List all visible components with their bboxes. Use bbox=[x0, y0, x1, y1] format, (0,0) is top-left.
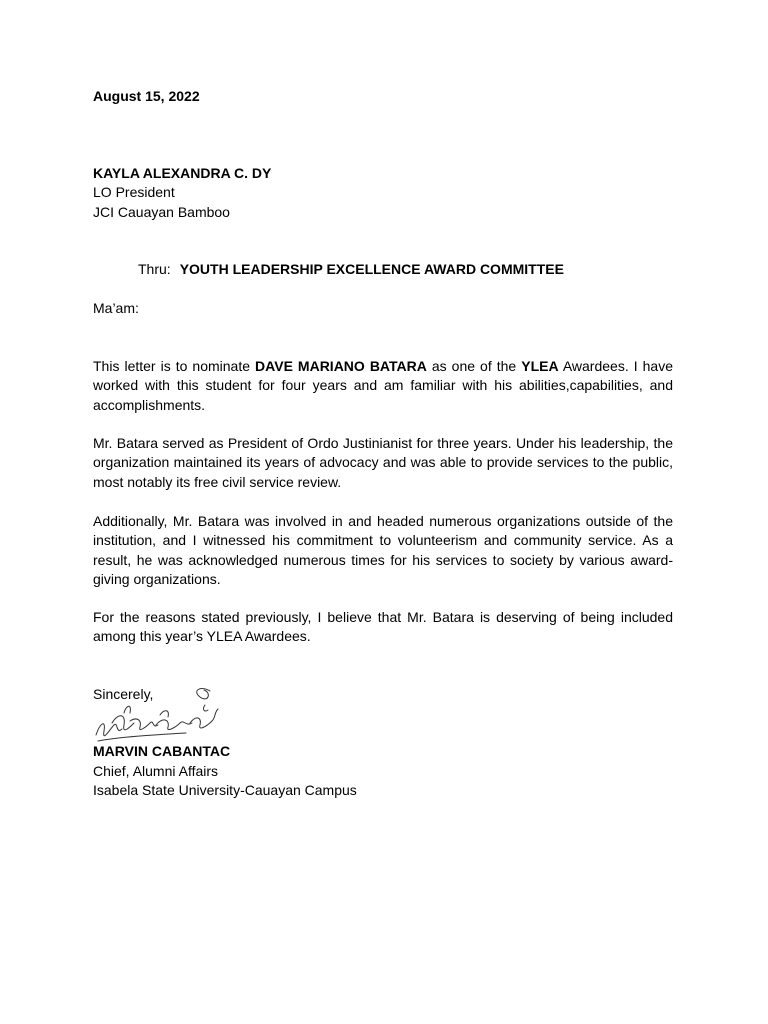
paragraph-involvement: Additionally, Mr. Batara was involved in and headed numerous organizations outside of the institution, and I witnessed his commitment to volunteerism and community service. As a result, he was acknowledged numerous times for his services to society by various award-giving organizations. bbox=[93, 513, 673, 588]
paragraph-nomination bbox=[93, 357, 673, 415]
recipient-name: KAYLA ALEXANDRA C. DY bbox=[93, 165, 272, 181]
recipient-organization: JCI Cauayan Bamboo bbox=[93, 204, 230, 220]
thru-line bbox=[138, 260, 564, 279]
signatory-position: Chief, Alumni Affairs bbox=[93, 763, 219, 779]
letter-date: August 15, 2022 bbox=[93, 88, 200, 104]
paragraph-nomination-text-2: as one of the bbox=[426, 358, 522, 374]
paragraph-conclusion: For the reasons stated previously, I believe that Mr. Batara is deserving of being included among this year’s YLEA Awardees. bbox=[93, 609, 673, 645]
salutation: Ma’am: bbox=[93, 300, 139, 316]
paragraph-nomination-text-3: Awardees. I have worked with this student for four years and am familiar with his abilities,capabilities, and accomplishments. bbox=[93, 358, 673, 413]
thru-label: Thru: bbox=[138, 261, 171, 277]
thru-committee: YOUTH LEADERSHIP EXCELLENCE AWARD COMMITTEE bbox=[179, 261, 564, 277]
nominee-name: DAVE MARIANO BATARA bbox=[255, 358, 427, 374]
signatory-name: MARVIN CABANTAC bbox=[93, 743, 231, 759]
signatory-institution: Isabela State University-Cauayan Campus bbox=[93, 782, 357, 798]
closing: Sincerely, bbox=[93, 686, 154, 702]
recipient-title: LO President bbox=[93, 184, 175, 200]
paragraph-nomination-text-1: This letter is to nominate bbox=[93, 358, 256, 374]
award-name: YLEA bbox=[521, 358, 559, 374]
paragraph-presidency: Mr. Batara served as President of Ordo Justinianist for three years. Under his leadership, the organization maintained its years of advocacy and was able to provide services to the public, most notably its free civil service review. bbox=[93, 435, 673, 490]
